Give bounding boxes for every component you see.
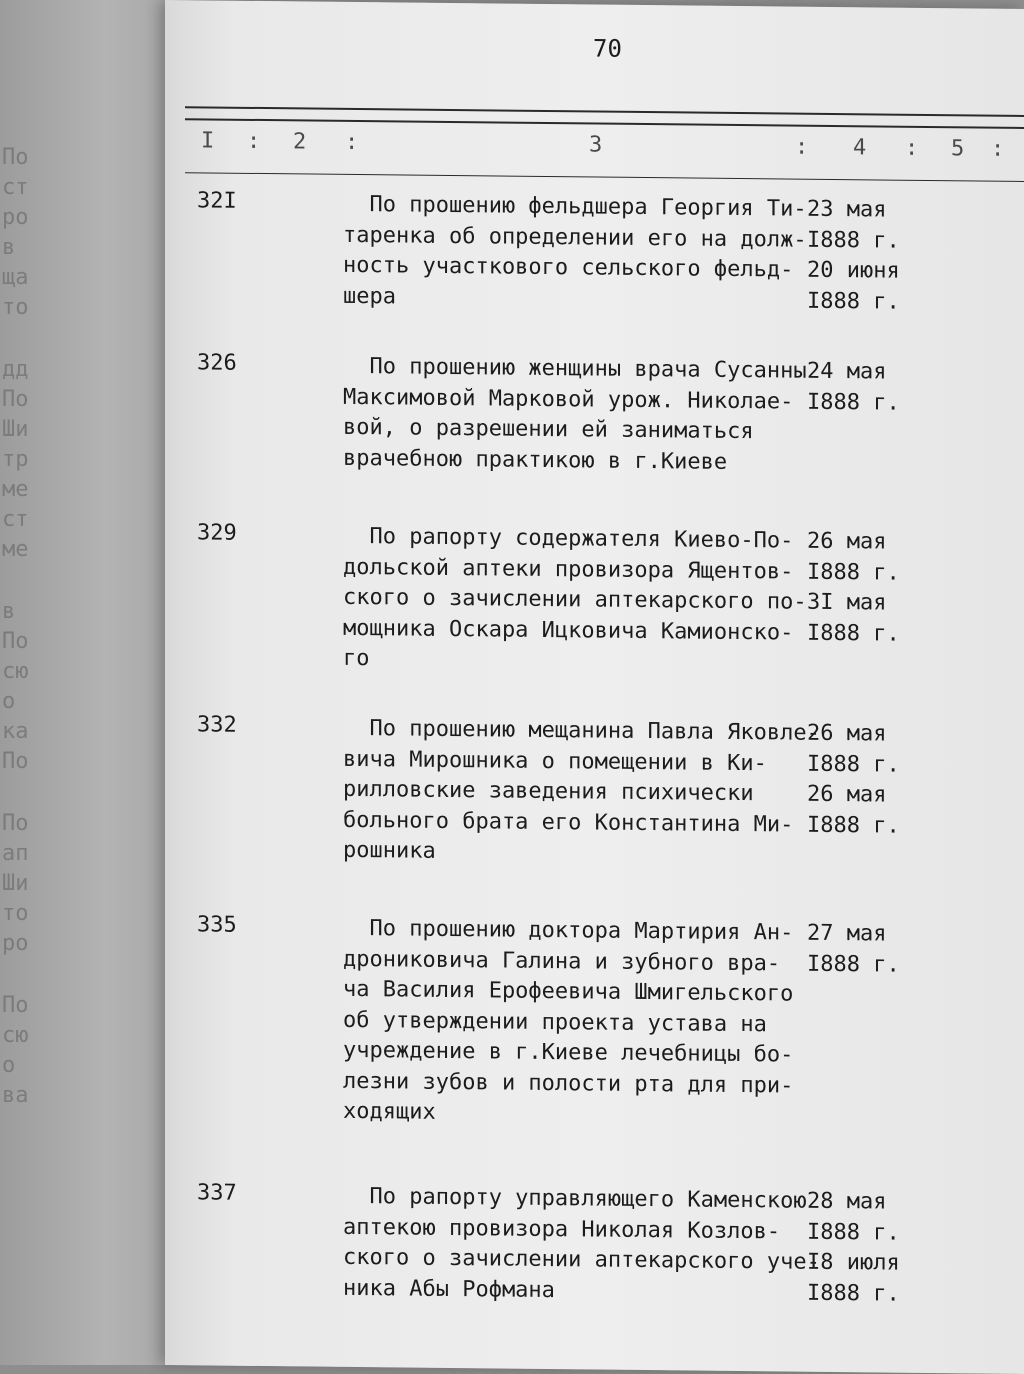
page-number: 70 (593, 34, 622, 63)
date-line: 26 мая (807, 720, 887, 747)
left-page-edge (0, 0, 175, 1365)
entry-description (343, 1182, 820, 1309)
description-line: таренка об определении его на долж- (343, 222, 807, 253)
document-entry (165, 520, 1024, 672)
document-entry (165, 350, 1024, 475)
column-separator: : (345, 129, 361, 156)
left-page-fragment: в (2, 235, 16, 260)
description-line: дольской аптеки провизора Ящентов- (343, 554, 794, 585)
date-line: 26 мая (807, 781, 887, 808)
left-page-fragment: По (2, 629, 29, 654)
description-line: ника Абы Рофмана (343, 1275, 555, 1303)
description-line: По рапорту управляющего Каменскою (343, 1183, 807, 1214)
description-line: лезни зубов и полости рта для при- (343, 1068, 794, 1099)
description-line: вича Мирошника о помещении в Ки- (343, 746, 767, 776)
entry-dates (807, 919, 917, 981)
column-separator: : (905, 135, 921, 161)
description-line: ность участкового сельского фельд- (343, 252, 794, 283)
description-line: По прошению доктора Мартирия Ан- (343, 915, 794, 946)
entry-dates (807, 357, 917, 419)
left-page-fragment: о (2, 689, 16, 714)
description-line: учреждение в г.Киеве лечебницы бо- (343, 1037, 794, 1068)
left-page-fragment: то (2, 295, 29, 320)
column-header-2: 2 (293, 129, 309, 155)
document-entry (165, 712, 1024, 864)
left-page-fragment: ст (2, 507, 29, 532)
entry-dates (807, 195, 917, 318)
date-line: 20 июня (807, 257, 900, 284)
date-line: I888 г. (807, 389, 900, 416)
entry-description (343, 522, 807, 679)
left-page-fragment: По (2, 145, 29, 170)
date-line: 28 мая (807, 1188, 887, 1215)
left-page-fragment: По (2, 387, 29, 412)
date-line: 23 мая (807, 196, 887, 223)
document-entry (165, 188, 1024, 315)
date-line: 27 мая (807, 920, 887, 947)
left-page-fragment: ме (2, 537, 29, 562)
left-page-fragment: Ши (2, 871, 29, 896)
entry-number: 32I (197, 188, 237, 214)
date-line: I8 июля (807, 1249, 900, 1276)
date-line: I888 г. (807, 620, 900, 647)
date-line: I888 г. (807, 288, 900, 315)
left-page-fragment: ст (2, 175, 29, 200)
description-line: Максимовой Марковой урож. Николае- (343, 384, 794, 415)
column-header-3: 3 (589, 132, 605, 158)
entry-number: 329 (197, 520, 237, 546)
description-line: По рапорту содержателя Киево-По- (343, 523, 794, 554)
left-page-fragment: Ши (2, 417, 29, 442)
header-rule-bottom (185, 172, 1024, 182)
document-entry (165, 1180, 1024, 1307)
description-line: вой, о разрешении ей заниматься (343, 414, 754, 445)
entry-number: 335 (197, 912, 237, 938)
left-page-fragment: то (2, 901, 29, 926)
date-line: I888 г. (807, 751, 900, 778)
description-line: об утверждении проекта устава на (343, 1007, 767, 1037)
left-page-fragment: ап (2, 841, 29, 866)
left-page-fragment: ме (2, 477, 29, 502)
date-line: 24 мая (807, 358, 887, 385)
entry-description (343, 190, 807, 317)
description-line: ского о зачислении аптекарского по- (343, 584, 807, 615)
description-line: врачебною практикою в г.Киеве (343, 445, 728, 475)
date-line: 3I мая (807, 589, 887, 616)
description-line: аптекою провизора Николая Козлов- (343, 1214, 781, 1244)
date-line: I888 г. (807, 812, 900, 839)
entry-dates (807, 1187, 917, 1310)
description-line: ча Василия Ерофеевича Шмигельского (343, 976, 794, 1007)
left-page-fragment: ва (2, 1083, 29, 1108)
left-page-fragment: тр (2, 447, 29, 472)
description-line: По прошению мещанина Павла Яковле- (343, 715, 820, 746)
entry-dates (807, 527, 917, 650)
left-page-fragment: ро (2, 931, 29, 956)
column-header-4: 4 (853, 135, 869, 161)
column-header-5: 5 (951, 136, 967, 162)
description-line: ского о зачислении аптекарского уче- (343, 1244, 820, 1275)
entry-dates (807, 719, 917, 842)
left-page-fragment: ка (2, 719, 29, 744)
column-header-1: I (201, 128, 217, 154)
date-line: I888 г. (807, 1219, 900, 1246)
left-page-fragment: ро (2, 205, 29, 230)
entry-description (343, 914, 803, 1132)
description-line: ходящих (343, 1098, 436, 1125)
description-line: По прошению женщины врача Сусанны (343, 353, 807, 384)
left-page-fragment: По (2, 749, 29, 774)
description-line: По прошению фельдшера Георгия Ти- (343, 191, 807, 222)
description-line: больного брата его Константина Ми- (343, 807, 794, 838)
date-line: 26 мая (807, 528, 887, 555)
date-line: I888 г. (807, 1280, 900, 1307)
left-page-fragment: о (2, 1053, 16, 1078)
entry-description (343, 352, 807, 479)
left-page-fragment: По (2, 993, 29, 1018)
description-line: го (343, 645, 370, 672)
entry-description (343, 714, 820, 871)
description-line: рилловские заведения психически (343, 776, 754, 807)
column-separator: : (247, 128, 263, 155)
column-separator: : (795, 134, 811, 160)
left-page-fragment: дд (2, 357, 29, 382)
date-line: I888 г. (807, 951, 900, 978)
column-separator: : (991, 136, 1007, 162)
left-page-fragment: ща (2, 265, 29, 290)
left-page-fragment: сю (2, 1023, 29, 1048)
left-page-fragment: в (2, 599, 16, 624)
date-line: I888 г. (807, 227, 900, 254)
document-entry (165, 912, 1024, 1125)
left-page-fragment: По (2, 811, 29, 836)
document-page (165, 0, 1024, 1374)
entry-number: 332 (197, 712, 237, 738)
description-line: рошника (343, 837, 436, 864)
entry-number: 337 (197, 1180, 237, 1206)
entry-number: 326 (197, 350, 237, 376)
date-line: I888 г. (807, 559, 900, 586)
header-rule-second (185, 118, 1024, 129)
description-line: шера (343, 283, 396, 309)
description-line: мощника Оскара Ицковича Камионско- (343, 615, 794, 646)
left-page-fragment: сю (2, 659, 29, 684)
description-line: дрониковича Галина и зубного вра- (343, 946, 781, 976)
header-rule-top (185, 106, 1024, 117)
